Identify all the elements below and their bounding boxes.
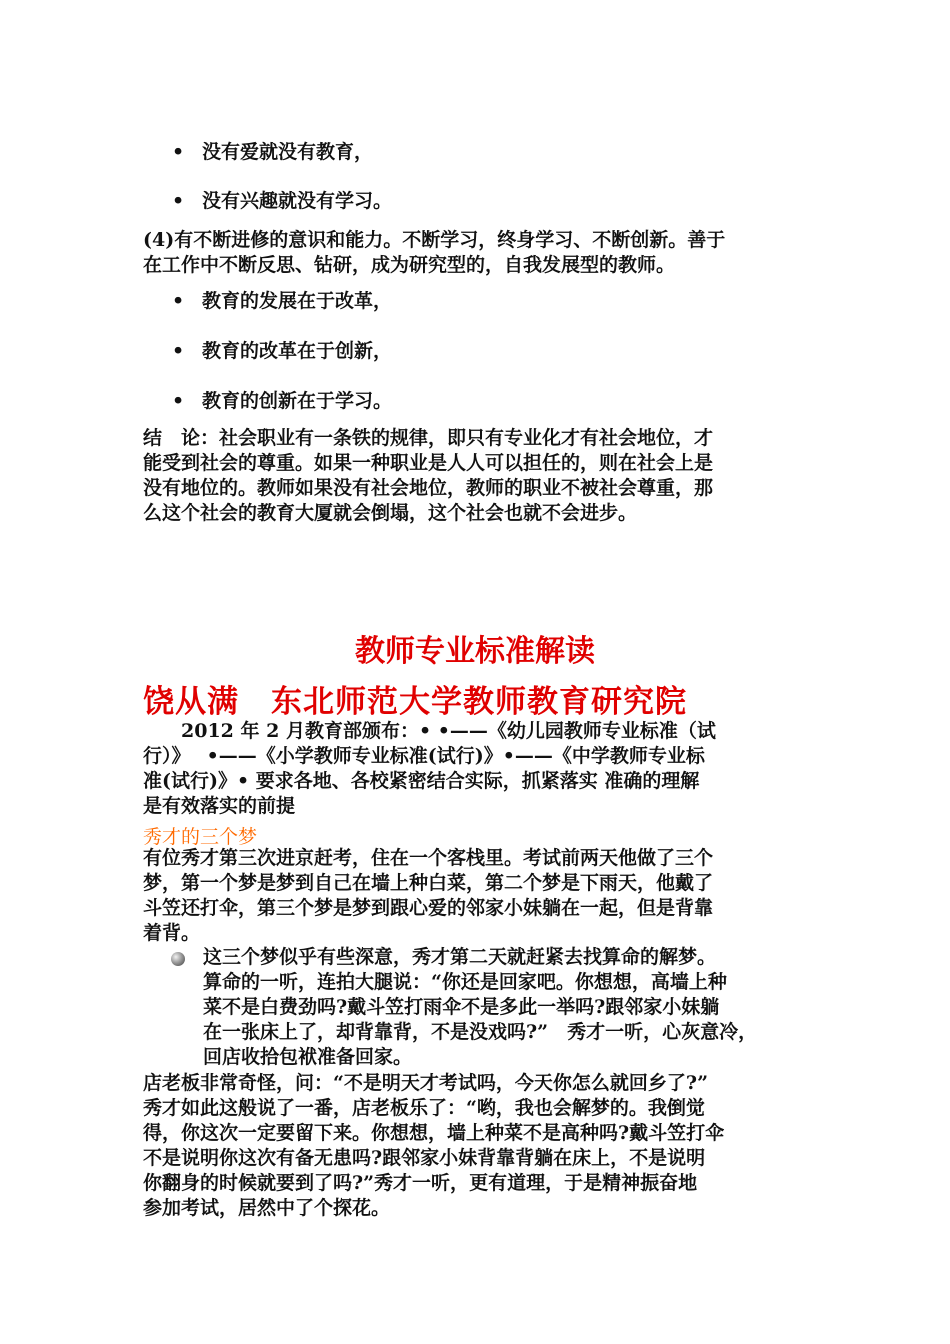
round-bullet-icon	[171, 952, 185, 966]
intro-paragraph: 2012 年 2 月教育部颁布：• •——《幼儿园教师专业标准（试 行）》 •——《小学教师专业标准(试行)》•——《中学教师专业标 准(试行)》• 要求各地、各校紧密结合实际，抓紧落实 准确的理解 是有效落实的前提	[143, 720, 716, 817]
story-bullet-paragraph: 这三个梦似乎有些深意，秀才第二天就赶紧去找算命的解梦。 算命的一听，连拍大腿说：“你还是回家吧。你想想，高墙上种 菜不是白费劲吗?戴斗笠打雨伞不是多此一举吗?跟邻家小妹躺 在一张床上了，却背靠背，不是没戏吗?” 秀才一听，心灰意冷， 回店收拾包袱准备回家。	[203, 946, 758, 1068]
paragraph-4: (4)有不断进修的意识和能力。不断学习，终身学习、不断创新。善于 在工作中不断反思、钻研，成为研究型的，自我发展型的教师。	[143, 229, 726, 276]
bullet-item: • 没有兴趣就没有学习。	[172, 190, 393, 212]
section-title: 教师专业标准解读	[355, 634, 595, 669]
bullet-dot-icon: •	[172, 141, 185, 163]
story-paragraph-2: 店老板非常奇怪，问：“不是明天才考试吗，今天你怎么就回乡了?” 秀才如此这般说了一番，店老板乐了：“哟，我也会解梦的。我倒觉 得，你这次一定要留下来。你想想，墙上种菜不是高种吗?戴斗笠打伞 不是说明你这次有备无患吗?跟邻家小妹背靠背躺在床上，不是说明 你翻身的时候就要到了吗?”秀才一听，更有道理，于是精神振奋地 参加考试，居然中了个探花。	[143, 1072, 725, 1219]
story-title: 秀才的三个梦	[143, 826, 258, 848]
bullet-item: • 教育的改革在于创新，	[172, 340, 393, 362]
bullet-item: • 没有爱就没有教育，	[172, 141, 374, 163]
bullet-dot-icon: •	[172, 390, 185, 412]
bullet-item: • 教育的创新在于学习。	[172, 390, 393, 412]
bullet-dot-icon: •	[172, 190, 185, 212]
author-line: 饶从满 东北师范大学教师教育研究院	[143, 684, 687, 720]
bullet-item: • 教育的发展在于改革，	[172, 290, 393, 312]
bullet-dot-icon: •	[172, 290, 185, 312]
bullet-dot-icon: •	[172, 340, 185, 362]
story-paragraph-1: 有位秀才第三次进京赶考，住在一个客栈里。考试前两天他做了三个 梦，第一个梦是梦到自己在墙上种白菜，第二个梦是下雨天，他戴了 斗笠还打伞，第三个梦是梦到跟心爱的邻家小妹躺在一起，但是背靠 着背。	[143, 847, 714, 944]
conclusion-paragraph: 结 论：社会职业有一条铁的规律，即只有专业化才有社会地位，才 能受到社会的尊重。如果一种职业是人人可以担任的，则在社会上是 没有地位的。教师如果没有社会地位，教师的职业不被社会尊重，那 么这个社会的教育大厦就会倒塌，这个社会也就不会进步。	[143, 427, 714, 524]
